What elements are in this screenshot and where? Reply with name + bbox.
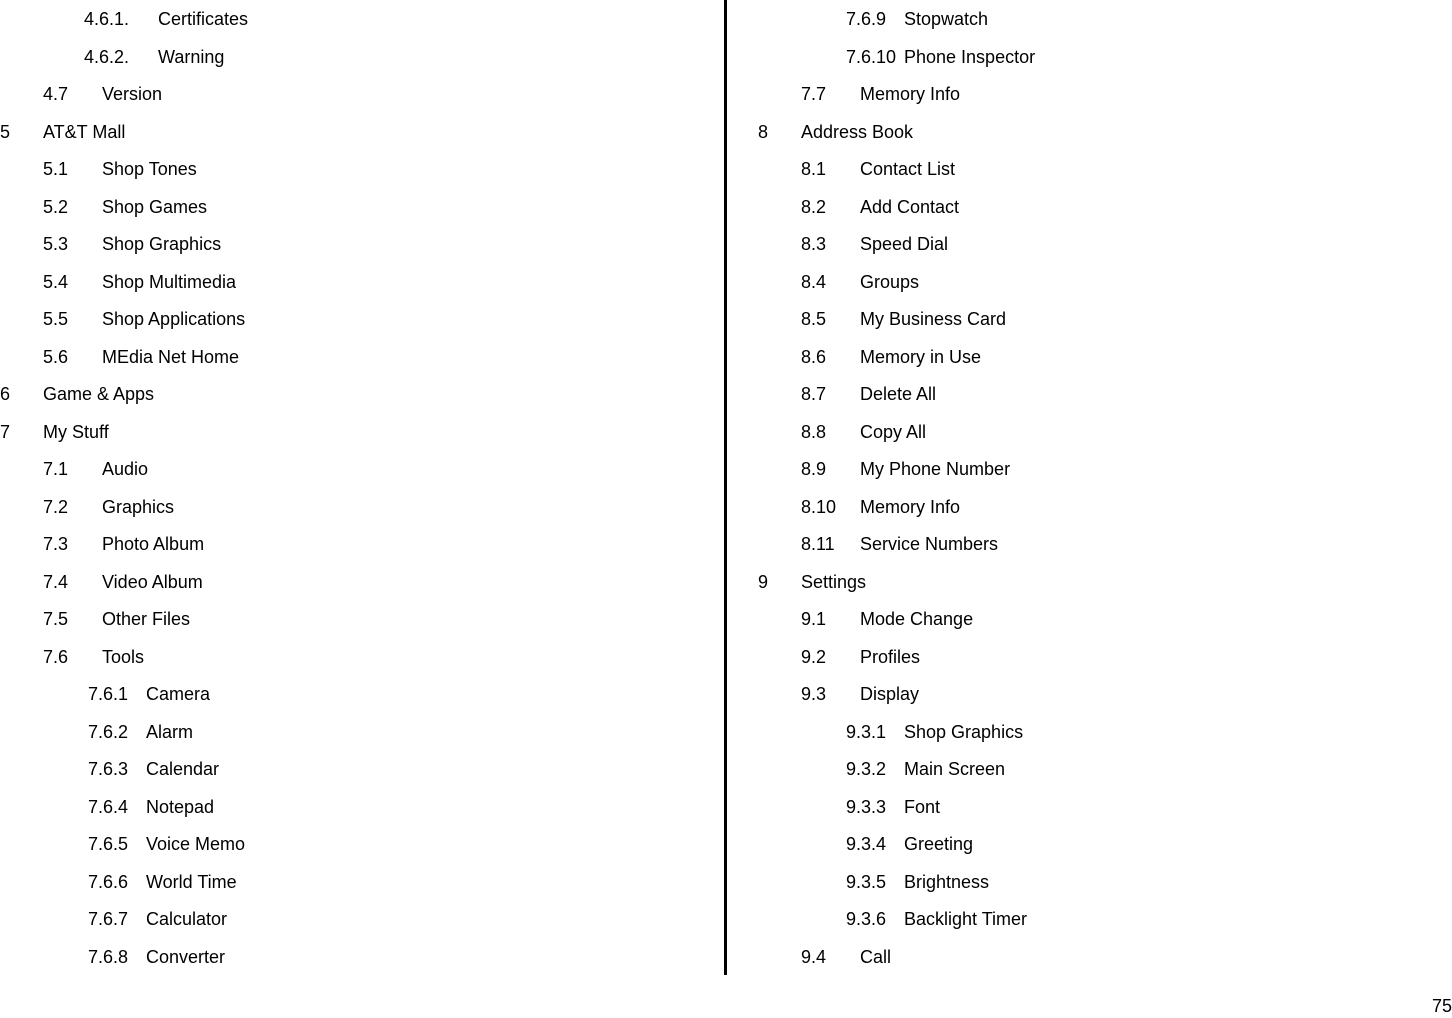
toc-entry-label: Notepad [146, 796, 215, 817]
toc-entry-number: 7.6.2 [88, 721, 129, 742]
toc-entry-number: 8 [758, 121, 769, 142]
column-divider [724, 0, 727, 975]
toc-entry-number: 7.3 [43, 534, 69, 554]
toc-entry-number: 4.6.2. [84, 46, 130, 67]
toc-entry-label: Tools [102, 646, 145, 667]
toc-entry-label: Memory Info [860, 84, 961, 104]
toc-entry-label: Certificates [158, 9, 249, 29]
toc-entry-label: My Business Card [860, 309, 1007, 329]
toc-entry-label: Graphics [102, 496, 175, 517]
toc-entry-number: 9.3.6 [846, 909, 887, 929]
toc-entry-number: 7.6.10 [846, 46, 897, 67]
toc-entry-number: 8.11 [801, 534, 835, 554]
toc-entry-number: 4.6.1. [84, 9, 130, 29]
toc-entry-number: 9.3.4 [846, 834, 887, 854]
toc-entry-number: 8.8 [801, 421, 827, 442]
toc-entry-number: 5.4 [43, 271, 69, 292]
toc-entry-number: 8.7 [801, 384, 827, 404]
toc-entry-number: 9.3.5 [846, 871, 887, 892]
toc-entry-number: 7.6.3 [88, 759, 129, 779]
toc-entry-label: Main Screen [904, 759, 1006, 779]
toc-entry-number: 5 [0, 121, 11, 142]
toc-entry-number: 7.6 [43, 646, 69, 667]
toc-entry-number: 9.3.3 [846, 796, 887, 817]
toc-entry-number: 5.1 [43, 159, 69, 179]
toc-entry-number: 5.6 [43, 346, 69, 367]
toc-entry-number: 8.2 [801, 196, 827, 217]
toc-entry-number: 8.9 [801, 459, 827, 479]
toc-entry-number: 4.7 [43, 84, 69, 104]
toc-entry-label: Copy All [860, 421, 927, 442]
toc-entry-label: AT&T Mall [43, 121, 126, 142]
toc-entry-label: Shop Graphics [102, 234, 222, 254]
toc-entry-number: 9.3 [801, 684, 827, 704]
toc-entry-label: Memory Info [860, 496, 961, 517]
toc-entry-number: 8.4 [801, 271, 827, 292]
toc-entry-label: Video Album [102, 571, 203, 592]
toc-entry-label: Game & Apps [43, 384, 155, 404]
toc-entry-number: 9.1 [801, 609, 827, 629]
toc-entry-label: Phone Inspector [904, 46, 1036, 67]
toc-entry-number: 7.6.6 [88, 871, 129, 892]
toc-entry-number: 8.6 [801, 346, 827, 367]
toc-entry-number: 5.2 [43, 196, 69, 217]
toc-entry-label: Greeting [904, 834, 974, 854]
toc-entry-label: Profiles [860, 646, 921, 667]
toc-entry-label: Brightness [904, 871, 990, 892]
toc-entry-label: Version [102, 84, 163, 104]
toc-entry-label: Add Contact [860, 196, 960, 217]
toc-entry-number: 9.2 [801, 646, 827, 667]
toc-entry-number: 7 [0, 421, 11, 442]
toc-entry-label: Backlight Timer [904, 909, 1028, 929]
toc-entry-number: 9.4 [801, 946, 827, 967]
toc-entry-number: 7.6.5 [88, 834, 129, 854]
toc-entry-label: Memory in Use [860, 346, 982, 367]
toc-entry-number: 8.10 [801, 496, 837, 517]
toc-entry-label: Display [860, 684, 920, 704]
toc-entry-number: 7.6.7 [88, 909, 129, 929]
toc-entry-label: Speed Dial [860, 234, 949, 254]
toc-entry-number: 7.6.4 [88, 796, 129, 817]
toc-entry-label: Shop Tones [102, 159, 197, 179]
toc-entry-number: 8.3 [801, 234, 827, 254]
toc-entry-label: Audio [102, 459, 149, 479]
toc-entry-number: 9.3.2 [846, 759, 887, 779]
toc-entry-number: 7.4 [43, 571, 69, 592]
toc-entry-number: 8.5 [801, 309, 827, 329]
toc-entry-label: Stopwatch [904, 9, 989, 29]
toc-entry-number: 6 [0, 384, 11, 404]
toc-entry-label: World Time [146, 871, 237, 892]
toc-entry-number: 5.5 [43, 309, 69, 329]
toc-entry-label: Shop Applications [102, 309, 246, 329]
toc-entry-number: 7.6.9 [846, 9, 887, 29]
toc-entry-label: Camera [146, 684, 211, 704]
toc-entry-label: Shop Multimedia [102, 271, 237, 292]
toc-entry-label: Calculator [146, 909, 228, 929]
toc-entry-number: 7.1 [43, 459, 69, 479]
toc-entry-label: Converter [146, 946, 226, 967]
toc-entry-number: 7.2 [43, 496, 69, 517]
toc-entry-label: Groups [860, 271, 920, 292]
toc-entry-number: 9 [758, 571, 769, 592]
toc-entry-label: My Stuff [43, 421, 109, 442]
toc-entry-number: 5.3 [43, 234, 69, 254]
toc-entry-label: Contact List [860, 159, 956, 179]
toc-entry-number: 9.3.1 [846, 721, 887, 742]
toc-entry-label: Voice Memo [146, 834, 246, 854]
toc-entry-label: Calendar [146, 759, 220, 779]
toc-entry-label: Delete All [860, 384, 937, 404]
toc-entry-number: 7.6.1 [88, 684, 129, 704]
toc-entry-label: MEdia Net Home [102, 346, 240, 367]
toc-entry-label: Alarm [146, 721, 194, 742]
toc-entry-label: Photo Album [102, 534, 205, 554]
page-number: 75 [1431, 996, 1452, 1016]
toc-entry-label: My Phone Number [860, 459, 1011, 479]
toc-entry-number: 7.6.8 [88, 946, 129, 967]
toc-entry-label: Warning [158, 46, 225, 67]
toc-entry-label: Address Book [801, 121, 914, 142]
toc-entry-number: 8.1 [801, 159, 827, 179]
toc-entry-label: Mode Change [860, 609, 974, 629]
toc-right-column [758, 0, 1448, 975]
toc-entry-label: Call [860, 946, 892, 967]
toc-entry-label: Font [904, 796, 941, 817]
toc-entry-number: 7.5 [43, 609, 69, 629]
toc-entry-number: 7.7 [801, 84, 827, 104]
toc-entry-label: Shop Graphics [904, 721, 1024, 742]
toc-entry-label: Shop Games [102, 196, 208, 217]
toc-entry-label: Service Numbers [860, 534, 999, 554]
toc-entry-label: Other Files [102, 609, 191, 629]
toc-left-column [0, 0, 724, 975]
toc-entry-label: Settings [801, 571, 867, 592]
